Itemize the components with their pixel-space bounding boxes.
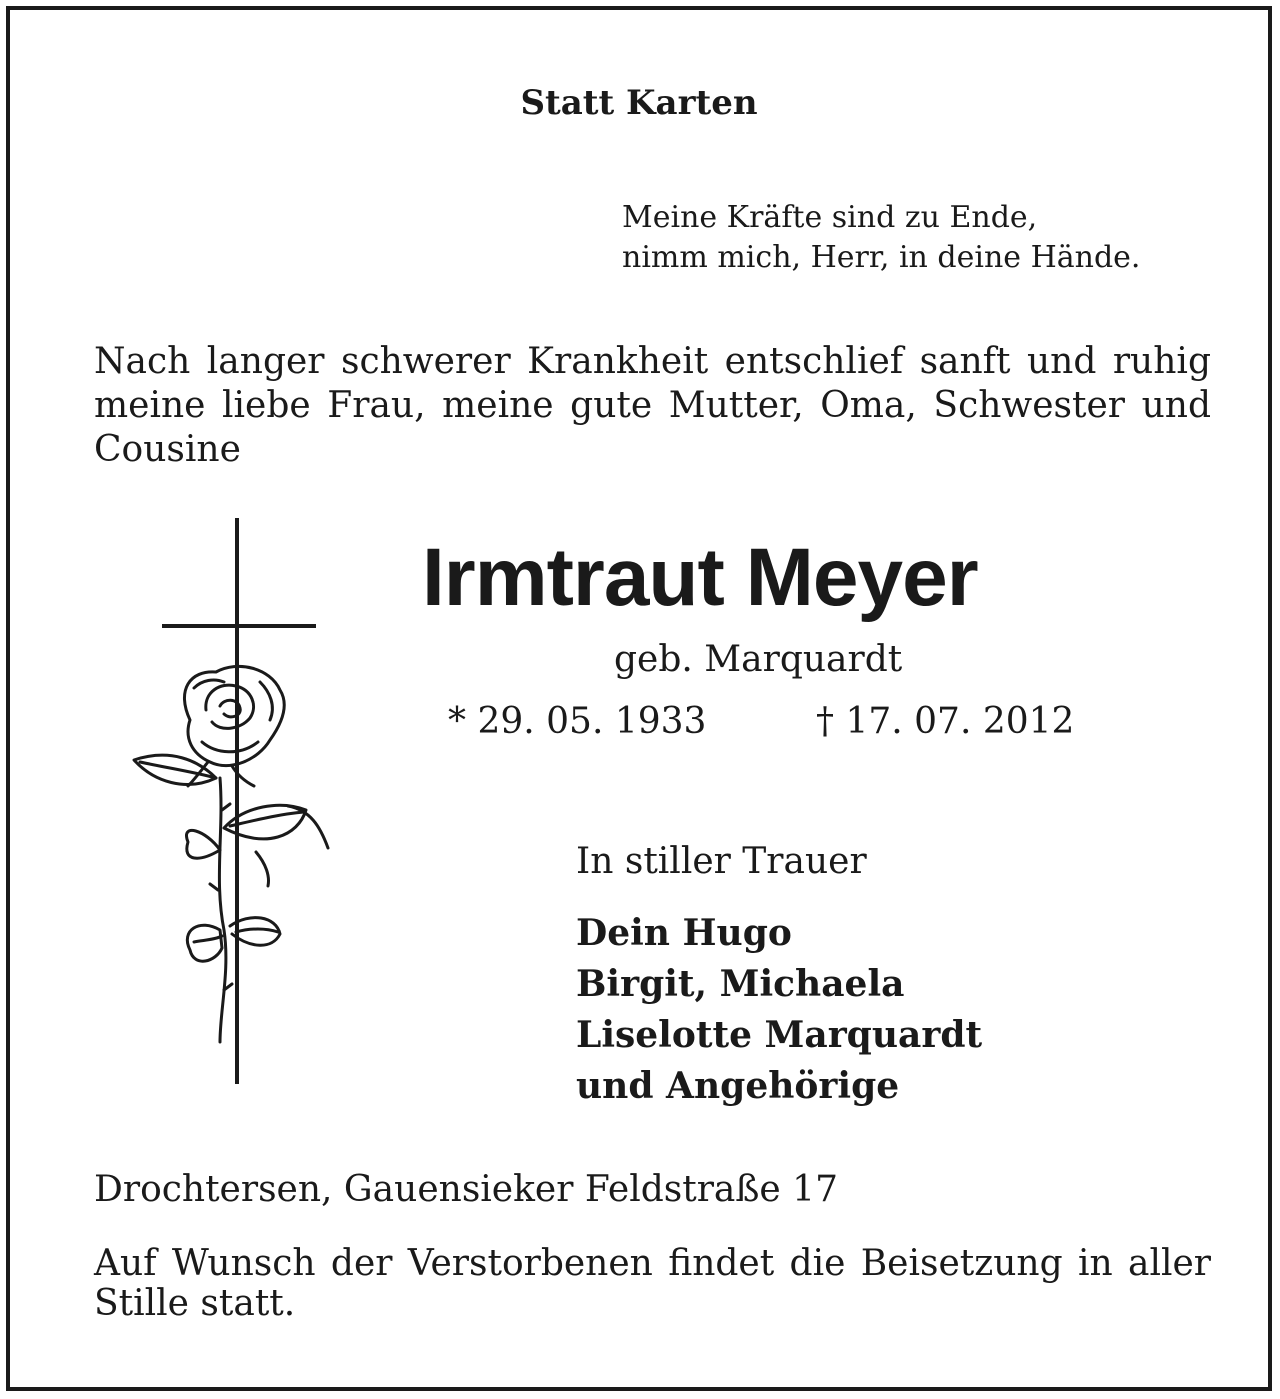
funeral-note: Auf Wunsch der Verstorbenen findet die Beisetzung in aller Stille statt.	[94, 1243, 1211, 1324]
verse-line-2: nimm mich, Herr, in deine Hände.	[622, 240, 1141, 275]
mourner-line: Dein Hugo	[576, 912, 792, 954]
birth-name: geb. Marquardt	[614, 639, 903, 680]
cross-icon	[162, 518, 316, 1084]
header-title: Statt Karten	[520, 83, 758, 123]
intro-text: Nach langer schwerer Krankheit entschlief sanft und ruhig meine liebe Frau, meine gute Mutter, Oma, Schwester und Cousine	[94, 341, 1211, 470]
obituary-notice	[6, 6, 1272, 1391]
mourner-line: Liselotte Marquardt	[576, 1014, 983, 1056]
cross-rose-illustration	[120, 510, 350, 1090]
deceased-name: Irmtraut Meyer	[422, 532, 978, 623]
verse	[622, 198, 1140, 278]
mourner-line: Birgit, Michaela	[576, 963, 905, 1005]
mourning-intro: In stiller Trauer	[576, 841, 867, 882]
mourner-line: und Angehörige	[576, 1065, 900, 1107]
rose-icon	[134, 666, 328, 1042]
verse-line-1: Meine Kräfte sind zu Ende,	[622, 200, 1038, 235]
death-date: † 17. 07. 2012	[816, 701, 1075, 742]
mourners-list	[576, 908, 982, 1112]
birth-date: * 29. 05. 1933	[448, 701, 707, 742]
address: Drochtersen, Gauensieker Feldstraße 17	[94, 1169, 838, 1210]
